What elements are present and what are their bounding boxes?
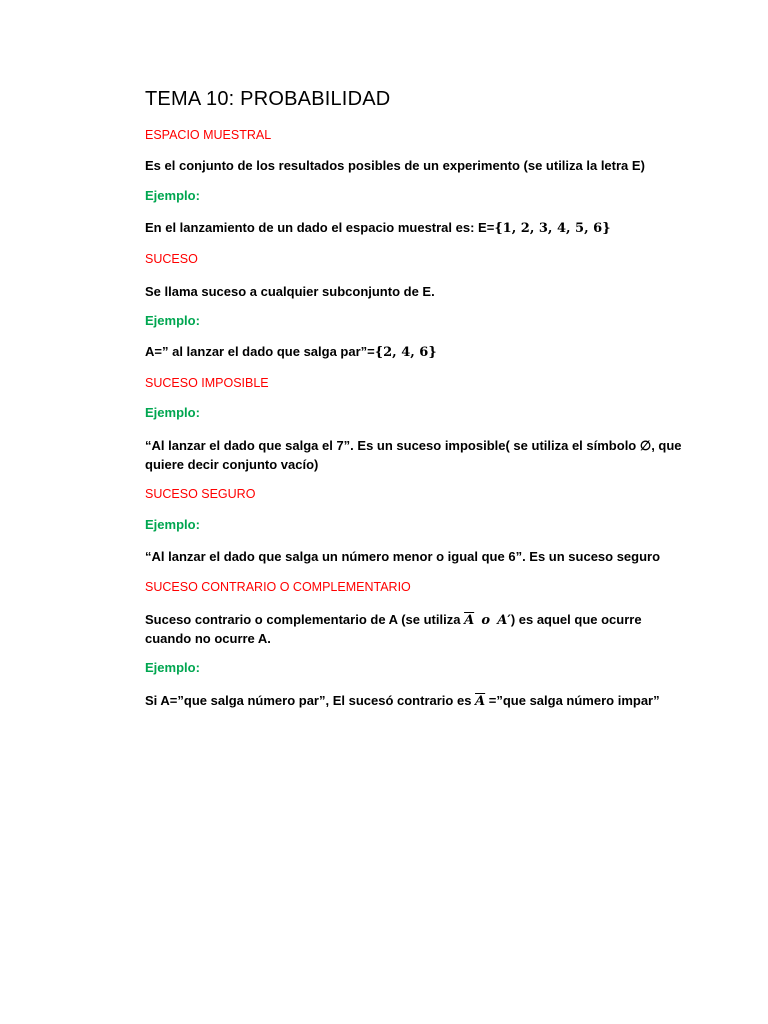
section-heading-suceso-seguro: SUCESO SEGURO: [145, 487, 256, 501]
example-label-suceso-imposible: Ejemplo:: [145, 405, 200, 420]
example-espacio-muestral: [145, 218, 611, 238]
example-suceso-imposible-line1: [145, 436, 682, 456]
definition-suceso-contrario-text: Suceso contrario o complementario de A (se utiliza: [145, 612, 465, 627]
section-heading-suceso: SUCESO: [145, 252, 198, 266]
definition-espacio-muestral: Es el conjunto de los resultados posibles de un experimento (se utiliza la letra E): [145, 158, 645, 173]
section-heading-espacio-muestral: ESPACIO MUESTRAL: [145, 128, 272, 142]
example-espacio-muestral-text: En el lanzamiento de un dado el espacio muestral es: E=: [145, 220, 495, 235]
example-suceso-contrario-text: Si A=”que salga número par”, El sucesó contrario es: [145, 693, 476, 708]
or-symbol: o: [481, 613, 491, 628]
empty-set-symbol: ∅: [639, 439, 652, 454]
definition-suceso-contrario-suffix: ) es aquel que ocurre: [510, 612, 642, 627]
example-suceso-imposible-text: “Al lanzar el dado que salga el 7”. Es un suceso imposible( se utiliza el símbolo: [145, 438, 640, 453]
example-label-suceso: Ejemplo:: [145, 313, 200, 328]
example-suceso-text: A=” al lanzar el dado que salga par”=: [145, 344, 375, 359]
example-suceso: [145, 342, 437, 362]
example-label-suceso-contrario: Ejemplo:: [145, 660, 200, 675]
sample-space-set: {1, 2, 3, 4, 5, 6}: [494, 221, 611, 236]
complement-symbol-bar: $\overline{A}$: [464, 613, 475, 628]
section-heading-suceso-imposible: SUCESO IMPOSIBLE: [145, 376, 269, 390]
definition-suceso-contrario-line2: cuando no ocurre A.: [145, 631, 271, 646]
definition-suceso-contrario-line1: [145, 610, 642, 630]
complement-symbol-example: $\overline{A}$: [475, 694, 486, 709]
definition-suceso: Se llama suceso a cualquier subconjunto de E.: [145, 284, 435, 299]
example-label-espacio-muestral: Ejemplo:: [145, 188, 200, 203]
section-heading-suceso-contrario: SUCESO CONTRARIO O COMPLEMENTARIO: [145, 580, 411, 594]
page-title: TEMA 10: PROBABILIDAD: [145, 88, 391, 110]
complement-symbol-prime: A′: [497, 613, 511, 628]
example-suceso-imposible-line2: quiere decir conjunto vacío): [145, 457, 319, 472]
example-suceso-contrario-suffix: =”que salga número impar”: [485, 693, 660, 708]
event-set: {2, 4, 6}: [374, 345, 437, 360]
example-label-suceso-seguro: Ejemplo:: [145, 517, 200, 532]
example-suceso-imposible-suffix: , que: [651, 438, 682, 453]
example-suceso-contrario: [145, 691, 660, 711]
example-suceso-seguro: “Al lanzar el dado que salga un número menor o igual que 6”. Es un suceso seguro: [145, 549, 661, 564]
